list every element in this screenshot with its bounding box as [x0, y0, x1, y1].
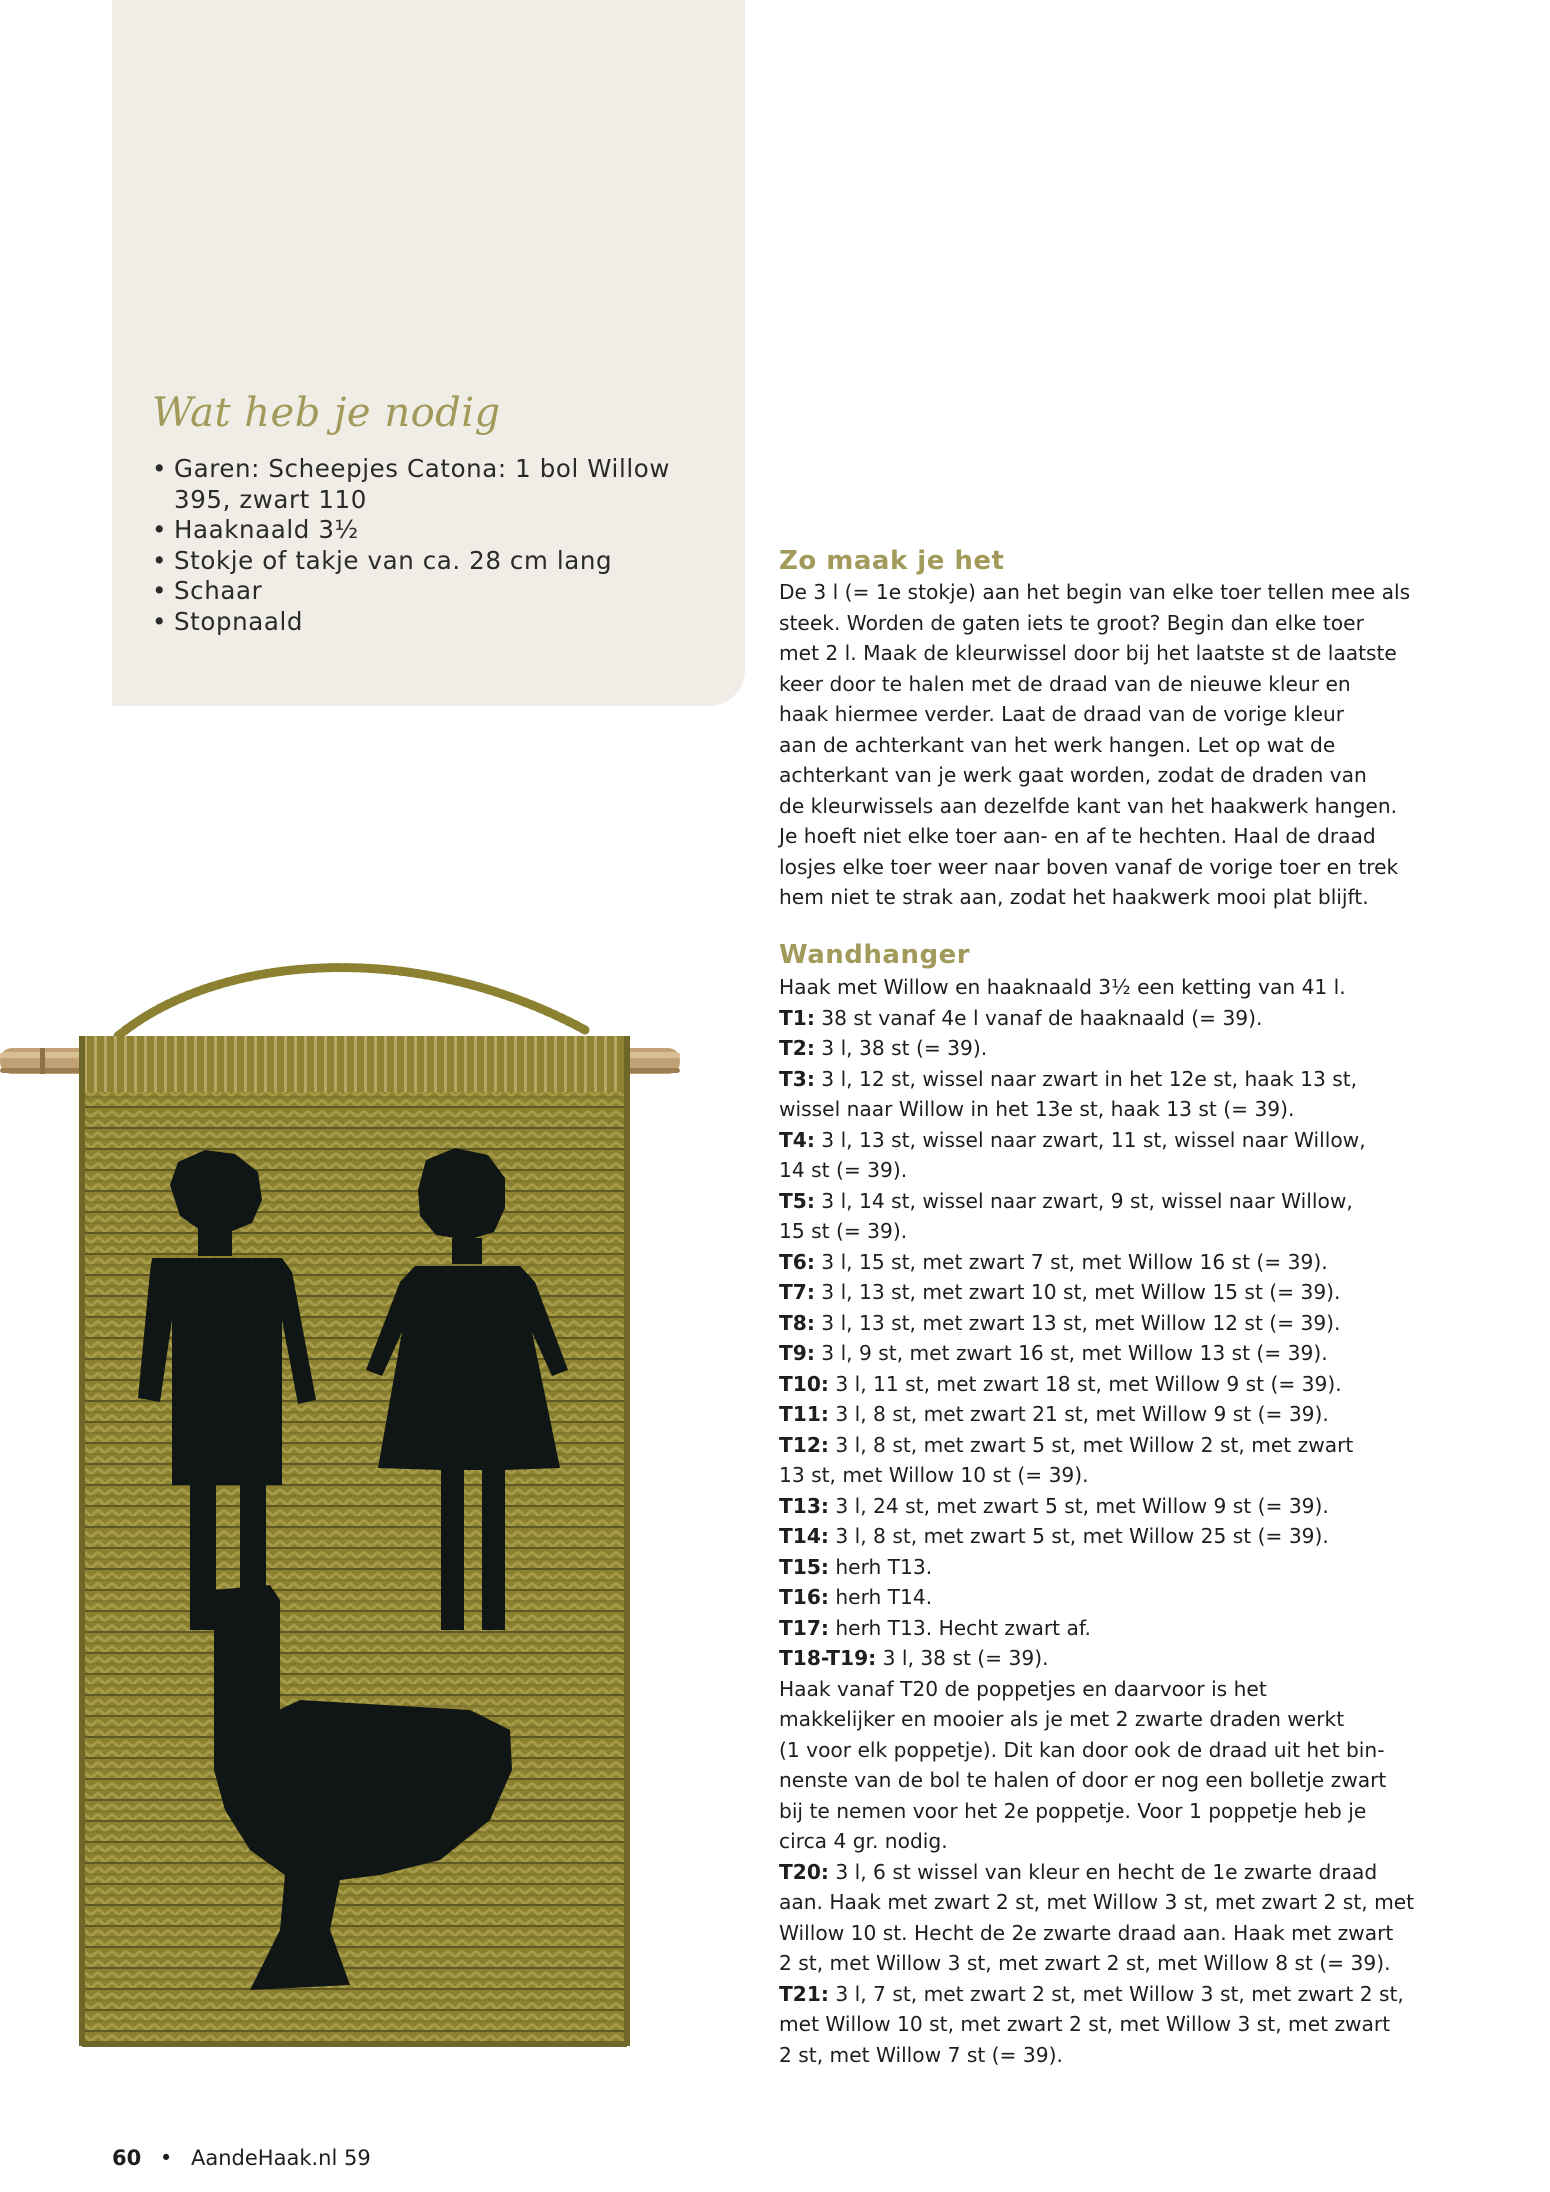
pattern-line — [779, 972, 1459, 1003]
round-text: 2 st, met Willow 3 st, met zwart 2 st, met Willow 8 st (= 39). — [779, 1951, 1391, 1975]
round-label: T8: — [779, 1310, 815, 1335]
round-text: 3 l, 8 st, met zwart 5 st, met Willow 2 st, met zwart — [828, 1432, 1354, 1457]
list-item: • Stopnaald — [152, 607, 732, 638]
round-text: 3 l, 13 st, met zwart 10 st, met Willow 15 st (= 39). — [814, 1280, 1341, 1304]
round-text: 3 l, 8 st, met zwart 21 st, met Willow 9 st (= 39). — [828, 1402, 1329, 1426]
hanging-cord — [118, 968, 585, 1036]
pattern-line — [779, 1338, 1459, 1369]
magazine-name: AandeHaak.nl 59 — [191, 2146, 371, 2170]
intro-line: met 2 l. Maak de kleurwissel door bij het laatste st de laatste — [779, 641, 1397, 665]
pattern-line — [779, 1247, 1459, 1278]
round-text: met Willow 10 st, met zwart 2 st, met Willow 3 st, met zwart — [779, 2012, 1391, 2036]
round-text: 38 st vanaf 4e l vanaf de haaknaald (= 39). — [814, 1005, 1263, 1030]
pattern-line — [779, 1521, 1459, 1552]
pattern-line — [779, 1399, 1459, 1430]
round-label: T4: — [779, 1127, 815, 1152]
pattern-line — [779, 1582, 1459, 1613]
page-number: 60 — [112, 2146, 142, 2170]
round-text: 3 l, 13 st, met zwart 13 st, met Willow 12 st (= 39). — [814, 1310, 1341, 1335]
pattern-line — [779, 1033, 1459, 1064]
intro-line: achterkant van je werk gaat worden, zodat de draden van — [779, 763, 1367, 787]
materials-title: Wat heb je nodig — [152, 390, 501, 436]
intro-line: de kleurwissels aan dezelfde kant van het haakwerk hangen. — [779, 793, 1398, 818]
intro-line: aan de achterkant van het werk hangen. Let op wat de — [779, 732, 1336, 757]
round-text: (1 voor elk poppetje). Dit kan door ook de draad uit het bin- — [779, 1737, 1385, 1762]
round-text: 13 st, met Willow 10 st (= 39). — [779, 1463, 1089, 1487]
round-text: 15 st (= 39). — [779, 1219, 908, 1243]
pattern-line — [779, 1979, 1459, 2010]
round-text: 3 l, 14 st, wissel naar zwart, 9 st, wissel naar Willow, — [814, 1188, 1353, 1213]
round-text: 3 l, 38 st (= 39). — [876, 1646, 1049, 1670]
round-label: T13: — [779, 1493, 829, 1518]
round-text: aan. Haak met zwart 2 st, met Willow 3 st, met zwart 2 st, met — [779, 1890, 1415, 1914]
pattern-line — [779, 1643, 1459, 1674]
pattern-line — [779, 1704, 1459, 1735]
round-label: T17: — [779, 1615, 829, 1640]
pattern-line — [779, 1674, 1459, 1705]
round-text: 3 l, 8 st, met zwart 5 st, met Willow 25 st (= 39). — [828, 1524, 1329, 1548]
crochet-top-band — [82, 1036, 627, 1092]
round-label: T6: — [779, 1249, 815, 1274]
intro-line: Je hoeft niet elke toer aan- en af te hechten. Haal de draad — [779, 824, 1376, 848]
round-text: 3 l, 13 st, wissel naar zwart, 11 st, wissel naar Willow, — [814, 1127, 1366, 1152]
round-text: 3 l, 24 st, met zwart 5 st, met Willow 9 st (= 39). — [828, 1493, 1329, 1518]
pattern-line — [779, 1735, 1459, 1766]
intro-line: De 3 l (= 1e stokje) aan het begin van elke toer tellen mee als — [779, 580, 1411, 604]
pattern-line — [779, 1125, 1459, 1156]
intro-line: haak hiermee verder. Laat de draad van de vorige kleur — [779, 702, 1345, 726]
pattern-line — [779, 1796, 1459, 1827]
pattern-line — [779, 1308, 1459, 1339]
list-item: • Stokje of takje van ca. 28 cm lang — [152, 546, 732, 577]
intro-line: hem niet te strak aan, zodat het haakwerk mooi plat blijft. — [779, 885, 1369, 909]
pattern-line — [779, 2040, 1459, 2071]
round-label: T18-T19: — [779, 1646, 877, 1670]
round-text: Haak met Willow en haaknaald 3½ een ketting van 41 l. — [779, 975, 1346, 999]
pattern-line — [779, 1887, 1459, 1918]
intro-line: steek. Worden de gaten iets te groot? Begin dan elke toer — [779, 610, 1364, 635]
pattern-line — [779, 1369, 1459, 1400]
round-label: T5: — [779, 1188, 815, 1213]
pattern-line — [779, 1826, 1459, 1857]
round-label: T1: — [779, 1005, 815, 1030]
list-item: • Schaar — [152, 576, 732, 607]
pattern-line — [779, 1552, 1459, 1583]
intro-heading: Zo maak je het — [779, 546, 1005, 576]
round-text: 3 l, 6 st wissel van kleur en hecht de 1e zwarte draad — [828, 1859, 1378, 1884]
footer-separator: • — [159, 2146, 173, 2170]
intro-text — [779, 577, 1459, 913]
round-text: herh T13. — [828, 1554, 933, 1579]
round-label: T7: — [779, 1280, 815, 1304]
round-label: T21: — [779, 1981, 829, 2006]
pattern-line — [779, 1613, 1459, 1644]
round-label: T16: — [779, 1585, 829, 1609]
round-text: 14 st (= 39). — [779, 1158, 908, 1182]
pattern-line — [779, 1460, 1459, 1491]
pattern-line — [779, 1857, 1459, 1888]
round-text: 3 l, 9 st, met zwart 16 st, met Willow 13 st (= 39). — [814, 1341, 1328, 1365]
wall-hanging-photo — [0, 940, 700, 2060]
round-text: Willow 10 st. Hecht de 2e zwarte draad aan. Haak met zwart — [779, 1920, 1394, 1945]
round-label: T2: — [779, 1036, 815, 1060]
pattern-line — [779, 1948, 1459, 1979]
round-text: circa 4 gr. nodig. — [779, 1829, 948, 1853]
pattern-line — [779, 1277, 1459, 1308]
pattern-line — [779, 1094, 1459, 1125]
pattern-line — [779, 1155, 1459, 1186]
round-label: T10: — [779, 1371, 829, 1396]
round-label: T20: — [779, 1859, 829, 1884]
round-text: 3 l, 12 st, wissel naar zwart in het 12e st, haak 13 st, — [814, 1066, 1358, 1091]
round-text: herh T14. — [828, 1585, 933, 1609]
pattern-heading: Wandhanger — [779, 940, 971, 970]
round-text: bij te nemen voor het 2e poppetje. Voor 1 poppetje heb je — [779, 1798, 1367, 1823]
list-item: • Garen: Scheepjes Catona: 1 bol Willow 395, zwart 110 — [152, 454, 732, 515]
round-label: T12: — [779, 1432, 829, 1457]
round-text: herh T13. Hecht zwart af. — [828, 1615, 1091, 1640]
round-label: T9: — [779, 1341, 815, 1365]
round-text: wissel naar Willow in het 13e st, haak 13 st (= 39). — [779, 1097, 1295, 1121]
intro-line: losjes elke toer weer naar boven vanaf de vorige toer en trek — [779, 854, 1399, 879]
pattern-line — [779, 1003, 1459, 1034]
round-text: 3 l, 15 st, met zwart 7 st, met Willow 16 st (= 39). — [814, 1249, 1328, 1274]
round-text: 3 l, 7 st, met zwart 2 st, met Willow 3 st, met zwart 2 st, — [828, 1981, 1404, 2006]
round-label: T3: — [779, 1066, 815, 1091]
pattern-line — [779, 2009, 1459, 2040]
round-text: 3 l, 38 st (= 39). — [814, 1036, 988, 1060]
intro-line: keer door te halen met de draad van de nieuwe kleur en — [779, 671, 1351, 696]
footer — [112, 2146, 371, 2170]
round-text: 2 st, met Willow 7 st (= 39). — [779, 2042, 1063, 2067]
round-label: T11: — [779, 1402, 829, 1426]
pattern-line — [779, 1765, 1459, 1796]
round-text: 3 l, 11 st, met zwart 18 st, met Willow 9 st (= 39). — [828, 1371, 1342, 1396]
round-label: T15: — [779, 1554, 829, 1579]
materials-list — [152, 454, 732, 637]
list-item: • Haaknaald 3½ — [152, 515, 732, 546]
pattern-line — [779, 1918, 1459, 1949]
round-label: T14: — [779, 1524, 829, 1548]
round-text: Haak vanaf T20 de poppetjes en daarvoor is het — [779, 1676, 1267, 1701]
pattern-line — [779, 1216, 1459, 1247]
round-text: makkelijker en mooier als je met 2 zwarte draden werkt — [779, 1707, 1345, 1731]
pattern-line — [779, 1491, 1459, 1522]
round-text: nenste van de bol te halen of door er nog een bolletje zwart — [779, 1768, 1387, 1792]
pattern-line — [779, 1186, 1459, 1217]
crochet-body — [82, 1036, 627, 2046]
pattern-line — [779, 1064, 1459, 1095]
pattern-line — [779, 1430, 1459, 1461]
pattern-instructions — [779, 972, 1459, 2070]
